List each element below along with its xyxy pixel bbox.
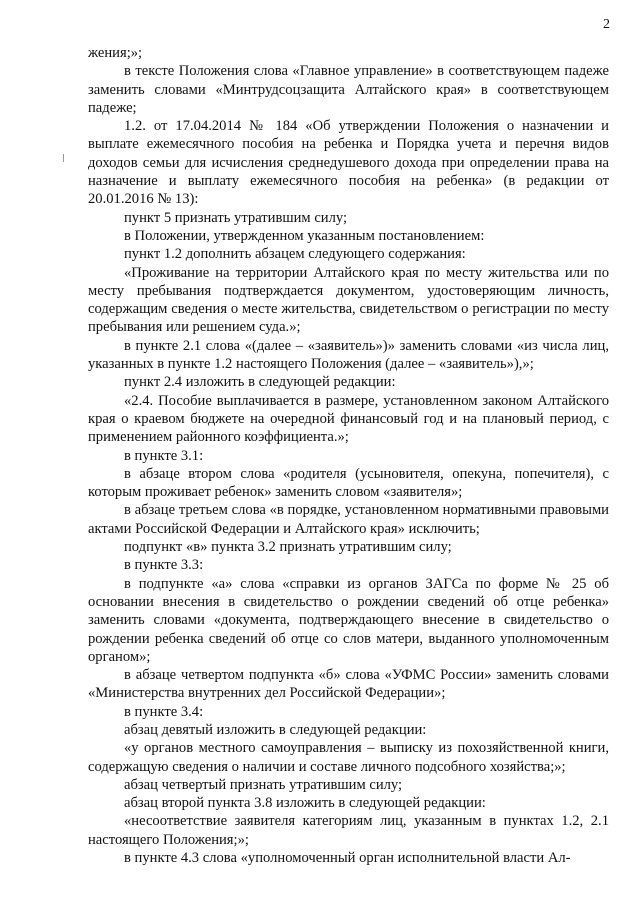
- document-body: [88, 44, 609, 867]
- paragraph: пункт 1.2 дополнить абзацем следующего содержания:: [124, 246, 466, 263]
- paragraph: «у органов местного самоуправления – выписку из похозяйственной книги, содержащую сведения о наличии и составе личного подсобного хозяйства;»;: [88, 740, 609, 775]
- paragraph: в пункте 2.1 слова «(далее – «заявитель»)» заменить словами «из числа лиц, указанных в пункте 1.2 настоящего Положения (далее – «заявитель»),»;: [88, 337, 609, 373]
- paragraph: в Положении, утвержденном указанным постановлением:: [124, 227, 485, 244]
- paragraph: абзац второй пункта 3.8 изложить в следующей редакции:: [124, 795, 486, 812]
- paragraph: жения;»;: [88, 45, 143, 61]
- paragraph: «несоответствие заявителя категориям лиц, указанным в пунктах 1.2, 2.1 настоящего Положения;»;: [88, 813, 609, 848]
- paragraph: абзац девятый изложить в следующей редакции:: [124, 721, 427, 738]
- paragraph: в абзаце третьем слова «в порядке, установленном нормативными правовыми актами Российской Федерации и Алтайского края» исключить;: [88, 502, 609, 537]
- paragraph: в абзаце втором слова «родителя (усыновителя, опекуна, попечителя), с которым проживает ребенок» заменить словом «заявителя»;: [88, 465, 609, 501]
- paragraph: в подпункте «а» слова «справки из органов ЗАГСа по форме № 25 об основании внесения в свидетельство о рождении сведений об отце ребенка» заменить словами «документа, подтверждающего внесение в свидетельство о рождении ребенка сведений об отце со слов матери, выданного уполномоченным органом»;: [88, 575, 609, 665]
- margin-mark: [63, 154, 64, 162]
- paragraph: в пункте 3.3:: [124, 557, 204, 574]
- paragraph: в пункте 4.3 слова «уполномоченный орган исполнительной власти Ал-: [124, 850, 571, 867]
- paragraph: в абзаце четвертом подпункта «б» слова «УФМС России» заменить словами «Министерства внутренних дел Российской Федерации»;: [88, 667, 609, 702]
- paragraph: подпункт «в» пункта 3.2 признать утратившим силу;: [124, 539, 452, 556]
- paragraph: в пункте 3.4:: [124, 703, 204, 720]
- paragraph: в пункте 3.1:: [124, 447, 204, 464]
- paragraph: абзац четвертый признать утратившим силу;: [124, 776, 403, 793]
- paragraph: в тексте Положения слова «Главное управление» в соответствующем падеже заменить словами «Минтрудсоцзащита Алтайского края» в соответствующем падеже;: [88, 63, 609, 116]
- paragraph: «2.4. Пособие выплачивается в размере, установленном законом Алтайского края о краевом бюджете на очередной финансовый год и на плановый период, с применением районного коэффициента.»;: [88, 392, 609, 446]
- page-number: 2: [603, 17, 610, 32]
- paragraph: пункт 5 признать утратившим силу;: [124, 209, 348, 226]
- paragraph: «Проживание на территории Алтайского края по месту жительства или по месту пребывания подтверждается документом, удостоверяющим личность, содержащим сведения о месте жительства, свидетельством о регистрации по месту пребывания или решением суда.»;: [88, 264, 609, 336]
- paragraph: пункт 2.4 изложить в следующей редакции:: [124, 374, 396, 391]
- paragraph: 1.2. от 17.04.2014 № 184 «Об утверждении Положения о назначении и выплате ежемесячного пособия на ребенка и Порядка учета и перечня видов доходов семьи для исчисления среднедушевого дохода при определении права на назначение и выплату ежемесячного пособия на ребенка» (в редакции от 20.01.2016 № 13):: [88, 118, 609, 208]
